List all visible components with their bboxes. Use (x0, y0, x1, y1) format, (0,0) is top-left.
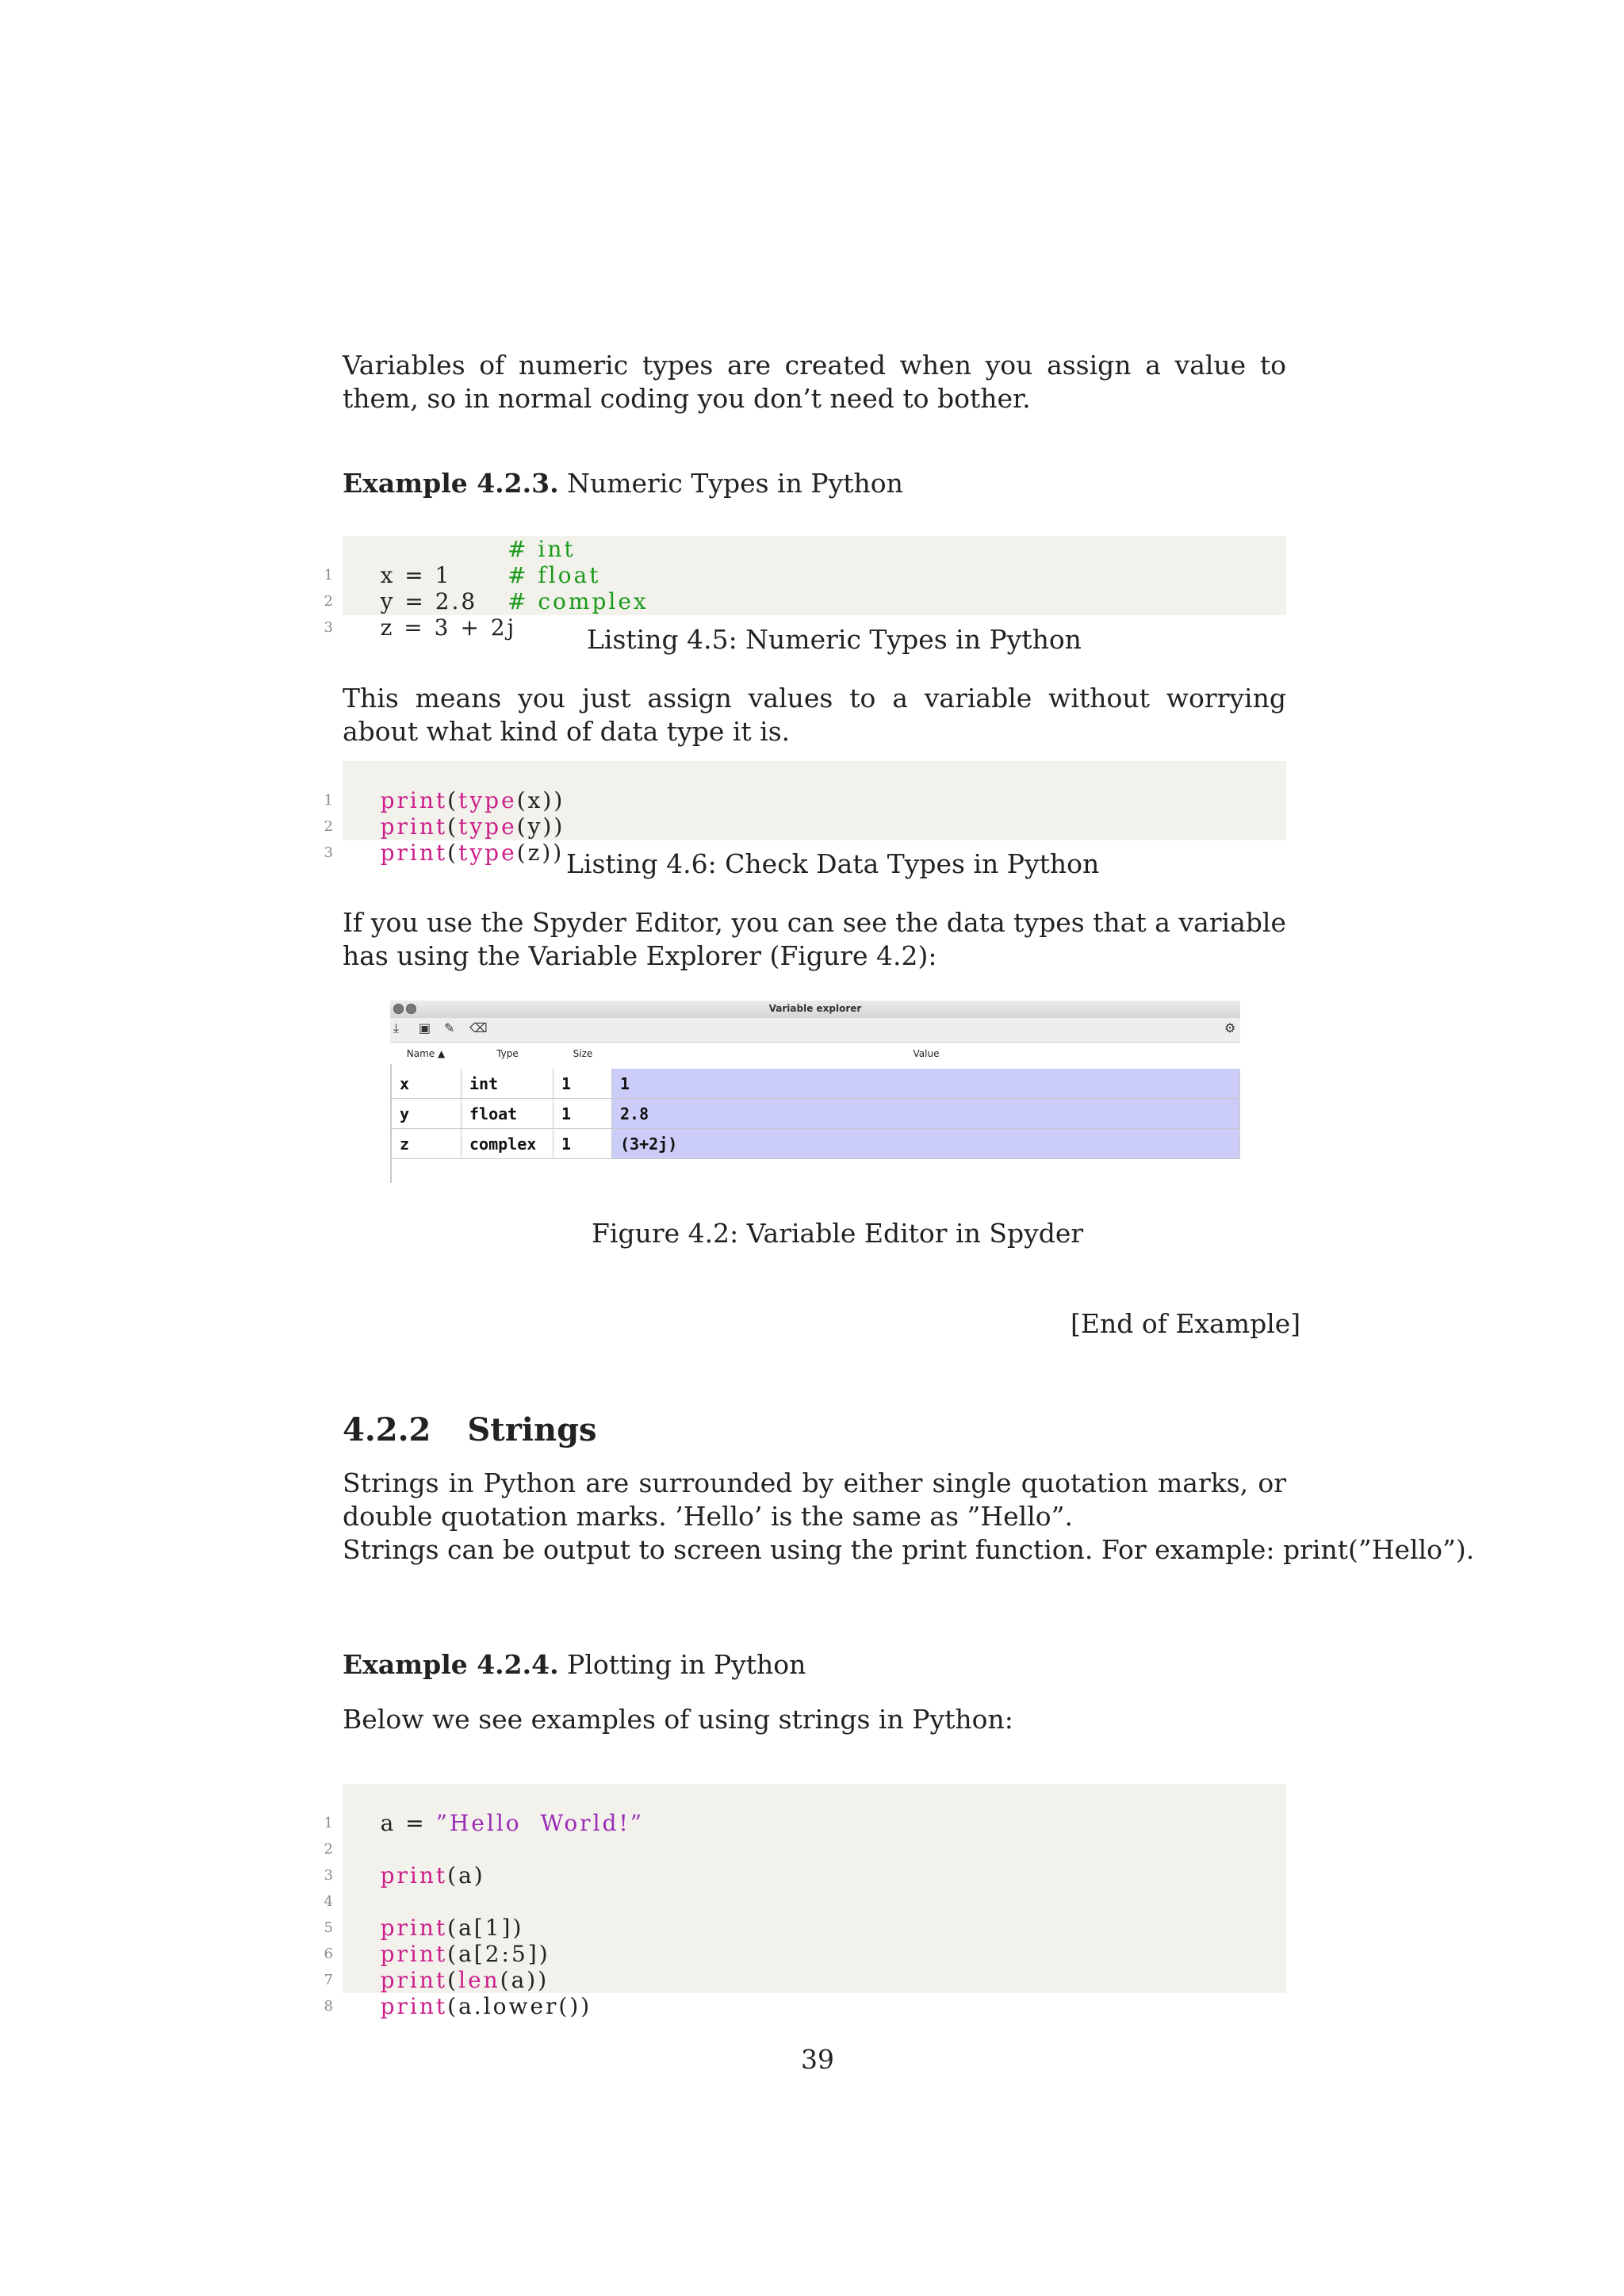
example-heading (343, 468, 903, 499)
cell-value[interactable]: 2.8 (612, 1099, 1240, 1129)
line-number: 5 (324, 1919, 333, 1936)
code-keyword: type (458, 813, 517, 840)
code-keyword: len (458, 1967, 500, 1993)
line-number: 8 (324, 1998, 333, 2015)
code-keyword: print (380, 1862, 448, 1888)
line-number: 1 (324, 567, 333, 584)
eraser-icon[interactable]: ⌫ (469, 1020, 488, 1035)
code-line (324, 813, 565, 866)
code-keyword: print (380, 1967, 448, 1993)
code-text: y = 2.8 (380, 588, 478, 614)
line-number: 2 (324, 593, 333, 610)
code-listing-strings (324, 1784, 1286, 2019)
code-line (324, 536, 452, 588)
code-keyword: print (380, 787, 448, 813)
code-line (324, 1862, 381, 1910)
cell-type[interactable]: complex (462, 1129, 553, 1159)
code-text: (a)) (500, 1967, 550, 1993)
code-text: (x)) (516, 787, 565, 813)
code-text: ( (447, 813, 459, 840)
code-comment: # int (508, 536, 576, 562)
header-name[interactable] (390, 1048, 462, 1059)
table-header (390, 1047, 1240, 1064)
code-line (324, 761, 565, 813)
cell-name[interactable]: y (392, 1099, 462, 1129)
code-text: (z)) (516, 840, 565, 866)
code-line (324, 588, 517, 641)
code-line (324, 1967, 592, 2019)
intro-paragraph: Variables of numeric types are created when you assign a value to them, so in normal coding you don’t need to bother. (343, 350, 1286, 414)
code-keyword: print (380, 1915, 448, 1941)
code-text: (a[1]) (447, 1915, 524, 1941)
import-data-icon[interactable]: ⤓ (393, 1020, 400, 1035)
code-line (324, 1915, 550, 1967)
code-string: ”Hello World!” (435, 1810, 645, 1836)
code-line (324, 787, 565, 840)
section-heading (343, 1411, 597, 1448)
code-comment: # float (508, 562, 601, 588)
code-text: a = (380, 1810, 436, 1836)
end-of-example: [End of Example] (1071, 1308, 1301, 1339)
cell-value[interactable]: 1 (612, 1069, 1240, 1099)
header-size[interactable]: Size (573, 1048, 593, 1059)
line-number: 1 (324, 1815, 333, 1831)
code-text: (a[2:5]) (447, 1941, 550, 1967)
cell-size[interactable]: 1 (553, 1099, 612, 1129)
cell-value[interactable]: (3+2j) (612, 1129, 1240, 1159)
cell-size[interactable]: 1 (553, 1069, 612, 1099)
save-icon[interactable]: ▣ (419, 1020, 431, 1035)
cell-name[interactable]: z (392, 1129, 462, 1159)
window-title: Variable explorer (768, 1003, 862, 1014)
line-number: 3 (324, 1867, 333, 1884)
code-line (324, 1941, 550, 1993)
cell-type[interactable]: int (462, 1069, 553, 1099)
code-comment: # complex (508, 588, 649, 614)
listing-caption: Listing 4.6: Check Data Types in Python (566, 848, 1100, 879)
figure-caption: Figure 4.2: Variable Editor in Spyder (592, 1218, 1084, 1249)
paragraph-strings-examples: Below we see examples of using strings in Python: (343, 1704, 1013, 1735)
code-keyword: type (458, 787, 517, 813)
line-number: 4 (324, 1893, 333, 1910)
code-text: ( (447, 840, 459, 866)
code-text: z = 3 + 2j (380, 614, 517, 641)
code-text: ( (447, 787, 459, 813)
line-number: 2 (324, 818, 333, 835)
header-type[interactable]: Type (496, 1048, 519, 1059)
code-keyword: print (380, 813, 448, 840)
header-name-label: Name (406, 1048, 435, 1059)
line-number: 6 (324, 1946, 333, 1962)
listing-caption: Listing 4.5: Numeric Types in Python (587, 624, 1082, 655)
code-text: (y)) (516, 813, 565, 840)
save-as-icon[interactable]: ✎ (444, 1020, 455, 1035)
code-keyword: type (458, 840, 517, 866)
example-title: Plotting in Python (567, 1649, 806, 1680)
code-text: ( (447, 1967, 459, 1993)
cell-name[interactable]: x (392, 1069, 462, 1099)
code-keyword: print (380, 1941, 448, 1967)
section-title: Strings (467, 1411, 597, 1448)
window-titlebar (390, 1001, 1240, 1019)
code-line (324, 1784, 645, 1836)
strings-paragraph: Strings in Python are surrounded by either single quotation marks, or double quotation marks. ’Hello’ is the same as ”Hello”. (343, 1468, 1286, 1532)
code-line (324, 1888, 524, 1941)
variable-explorer-figure (390, 1001, 1240, 1183)
line-number: 3 (324, 844, 333, 861)
code-keyword: print (380, 840, 448, 866)
example-label: Example 4.2.4. (343, 1649, 559, 1680)
code-line (324, 562, 478, 614)
paragraph-assign-values: This means you just assign values to a variable without worrying about what kind of data type it is. (343, 683, 1286, 747)
page-number: 39 (801, 2044, 834, 2075)
code-keyword: print (380, 1993, 448, 2019)
strings-paragraph-2: Strings can be output to screen using the print function. For example: print(”Hello”). (343, 1534, 1475, 1565)
example-title: Numeric Types in Python (567, 468, 903, 499)
example-heading (343, 1649, 806, 1680)
paragraph-spyder: If you use the Spyder Editor, you can see the data types that a variable has using the Variable Explorer (Figure 4.2): (343, 907, 1286, 971)
line-number: 7 (324, 1972, 333, 1988)
sort-up-icon: ▲ (438, 1048, 446, 1059)
code-line (324, 1810, 381, 1858)
section-number: 4.2.2 (343, 1411, 431, 1448)
cell-size[interactable]: 1 (553, 1129, 612, 1159)
code-text: (a) (447, 1862, 485, 1888)
toolbar (390, 1018, 1240, 1043)
code-text: (a.lower()) (447, 1993, 592, 2019)
header-value[interactable]: Value (913, 1048, 940, 1059)
code-line (324, 1836, 485, 1888)
line-number: 1 (324, 792, 333, 809)
code-text: x = 1 (380, 562, 452, 588)
gear-icon[interactable]: ⚙ (1224, 1020, 1236, 1035)
example-label: Example 4.2.3. (343, 468, 559, 499)
cell-type[interactable]: float (462, 1099, 553, 1129)
line-number: 3 (324, 619, 333, 636)
line-number: 2 (324, 1841, 333, 1858)
